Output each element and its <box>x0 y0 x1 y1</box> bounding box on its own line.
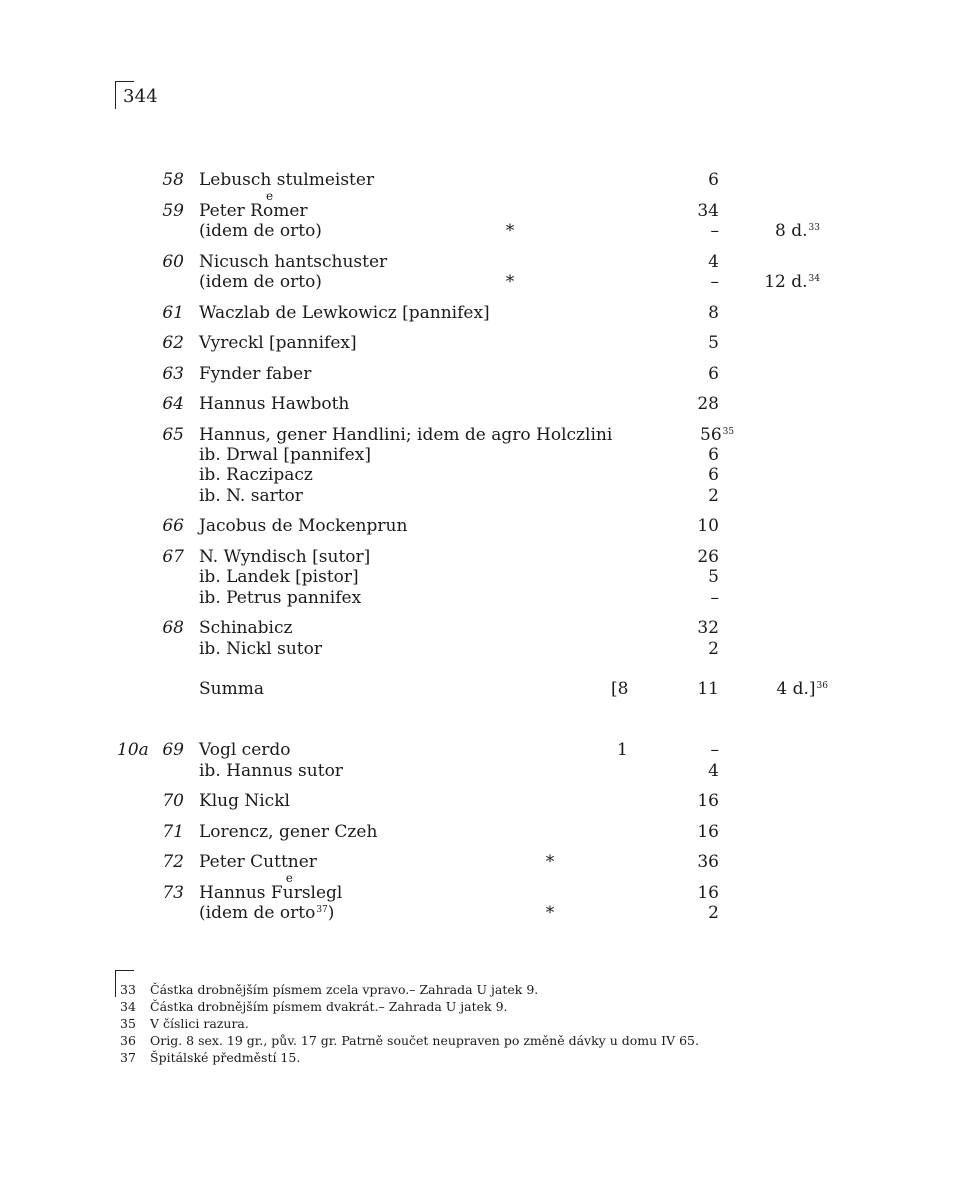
folio-mark: 10a <box>117 740 149 760</box>
entry-name: ib. N. sartor <box>199 486 303 506</box>
entry-name: ib. Landek [pistor] <box>199 567 359 587</box>
superscript-e-mark: e o <box>263 200 273 222</box>
entry-number: 65 <box>162 425 184 445</box>
entry-value: 5 <box>708 567 719 587</box>
entry-value: – <box>710 740 719 760</box>
asterisk-mark: * <box>545 903 555 923</box>
entry-extra: 4 d.]$^{36}$ <box>776 679 828 699</box>
entry-row <box>0 760 960 782</box>
entry-name: Lebusch stulmeister <box>199 170 375 190</box>
entry-row <box>0 169 960 191</box>
entry-name: N. Wyndisch [sutor] <box>199 547 371 567</box>
entry-value: 16 <box>697 822 719 842</box>
entry-value: – <box>710 221 719 241</box>
footnote-number: 34 <box>120 999 136 1014</box>
footnote-ref: 35 <box>722 427 735 437</box>
entry-name: ib. Nickl sutor <box>199 639 322 659</box>
entry-value: 6 <box>708 170 719 190</box>
entry-number: 69 <box>162 740 184 760</box>
entry-name: Hannus, gener Handlini; idem de agro Holczlini <box>199 425 613 445</box>
entry-number: 63 <box>162 364 184 384</box>
entry-number: 64 <box>162 394 184 414</box>
entry-name: Peter Re omer <box>199 200 308 222</box>
entry-pre-value: 1 <box>617 740 628 760</box>
entry-name: ib. Petrus pannifex <box>199 588 362 608</box>
entry-number: 58 <box>162 170 184 190</box>
entry-number: 59 <box>162 201 184 221</box>
entry-value: 8 <box>708 303 719 323</box>
entry-row <box>0 515 960 537</box>
footnote-text: Částka drobnějším písmem zcela vpravo.– Zahrada U jatek 9. <box>150 982 539 997</box>
summa-row <box>0 678 960 700</box>
entry-value: 4 <box>708 761 719 781</box>
entry-row <box>0 790 960 812</box>
entry-row <box>0 220 960 242</box>
entry-name: Jacobus de Mockenprun <box>199 516 408 536</box>
entry-name: Schinabicz <box>199 618 293 638</box>
entry-name: Peter Cuttner <box>199 852 317 872</box>
summa-bracket-value: [8 <box>611 679 629 699</box>
entry-row <box>0 638 960 660</box>
entry-extra: 12 d.$^{34}$ <box>764 272 820 292</box>
footnote-ref: 34 <box>808 274 820 284</box>
entry-value: 2 <box>708 486 719 506</box>
entry-row <box>0 485 960 507</box>
entry-number: 62 <box>162 333 184 353</box>
entry-value: 10 <box>697 516 719 536</box>
footnote-number: 35 <box>120 1016 136 1031</box>
entry-number: 66 <box>162 516 184 536</box>
entry-number: 67 <box>162 547 184 567</box>
entry-value: 32 <box>697 618 719 638</box>
entry-number: 72 <box>162 852 184 872</box>
entry-value: 6 <box>708 364 719 384</box>
entry-number: 70 <box>162 791 184 811</box>
entry-value: 2 <box>708 903 719 923</box>
entry-value: 5 <box>708 333 719 353</box>
entry-value: 36 <box>697 852 719 872</box>
entry-row <box>0 617 960 639</box>
entry-row <box>0 587 960 609</box>
entry-value: 26 <box>697 547 719 567</box>
entry-value: $56^{35}$ <box>700 425 735 445</box>
entry-row <box>0 393 960 415</box>
entry-row <box>0 566 960 588</box>
page-number: 344 <box>123 86 158 107</box>
footnote-ref: 37 <box>316 905 328 915</box>
entry-row <box>0 739 960 761</box>
entry-value: 4 <box>708 252 719 272</box>
entry-value: 34 <box>697 201 719 221</box>
footnote-ref: 36 <box>816 681 828 691</box>
footnote-text: V číslici razura. <box>150 1016 249 1031</box>
footnote-number: 37 <box>120 1050 136 1065</box>
entry-row <box>0 821 960 843</box>
entry-name: Nicusch hantschuster <box>199 252 388 272</box>
footnote-number: 36 <box>120 1033 136 1048</box>
entry-number: 61 <box>162 303 184 323</box>
entry-value: 16 <box>697 791 719 811</box>
footnote-text: Orig. 8 sex. 19 gr., pův. 17 gr. Patrně součet neupraven po změně dávky u domu IV 65. <box>150 1033 699 1048</box>
entry-row <box>0 444 960 466</box>
entry-name: Hannus Hawboth <box>199 394 350 414</box>
entry-row <box>0 851 960 873</box>
entry-value: 2 <box>708 639 719 659</box>
summa-label: Summa <box>199 679 264 699</box>
entry-row <box>0 302 960 324</box>
entry-extra: 8 d.$^{33}$ <box>775 221 820 241</box>
entry-name: Lorencz, gener Czeh <box>199 822 378 842</box>
entry-number: 71 <box>162 822 184 842</box>
entry-value: – <box>710 272 719 292</box>
entry-row <box>0 332 960 354</box>
entry-value: 6 <box>708 465 719 485</box>
entry-value: – <box>710 588 719 608</box>
entry-number: 60 <box>162 252 184 272</box>
entry-number: 73 <box>162 883 184 903</box>
entry-value: 28 <box>697 394 719 414</box>
entry-name: Fynder faber <box>199 364 312 384</box>
entry-name: ib. Hannus sutor <box>199 761 343 781</box>
asterisk-mark: * <box>505 221 515 241</box>
asterisk-mark: * <box>505 272 515 292</box>
entry-name: (idem de orto$^{37}$) <box>199 903 335 923</box>
entry-name: Waczlab de Lewkowicz [pannifex] <box>199 303 490 323</box>
entry-value: 6 <box>708 445 719 465</box>
superscript-e-mark: e u <box>283 882 294 904</box>
entry-row <box>0 882 960 904</box>
entry-row <box>0 271 960 293</box>
entry-name: Klug Nickl <box>199 791 290 811</box>
footnote-number: 33 <box>120 982 136 997</box>
footnote-ref: 33 <box>808 223 820 233</box>
entry-number: 68 <box>162 618 184 638</box>
entry-value: 16 <box>697 883 719 903</box>
entry-name: Vogl cerdo <box>199 740 291 760</box>
entry-row <box>0 251 960 273</box>
entry-name: ib. Drwal [pannifex] <box>199 445 371 465</box>
entry-row <box>0 464 960 486</box>
asterisk-mark: * <box>545 852 555 872</box>
entry-name: (idem de orto) <box>199 272 322 292</box>
entry-name: Vyreckl [pannifex] <box>199 333 357 353</box>
entry-name: Hannus Fe urslegl <box>199 882 342 904</box>
entry-name: ib. Raczipacz <box>199 465 313 485</box>
entry-value: 11 <box>697 679 719 699</box>
entry-row <box>0 902 960 924</box>
entry-row <box>0 200 960 222</box>
entry-name: (idem de orto) <box>199 221 322 241</box>
entry-row <box>0 424 960 446</box>
entry-row <box>0 363 960 385</box>
footnote-text: Částka drobnějším písmem dvakrát.– Zahrada U jatek 9. <box>150 999 508 1014</box>
entry-row <box>0 546 960 568</box>
footnote-text: Špitálské předměstí 15. <box>150 1050 301 1065</box>
